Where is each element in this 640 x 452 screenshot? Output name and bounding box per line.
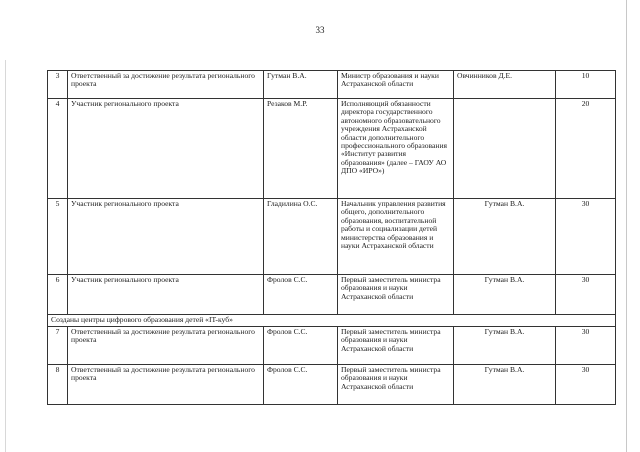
percent-cell: 10 xyxy=(556,71,616,99)
row-number: 3 xyxy=(48,71,68,99)
row-number: 4 xyxy=(48,99,68,199)
table-row xyxy=(48,275,616,315)
position-cell: Исполняющий обязанности директора государственного автономного образовательного учреждения Астраханской области дополнительного профессионального образования «Институт развития образования» (далее – ГАОУ АО ДПО «ИРО») xyxy=(338,99,454,199)
position-cell: Первый заместитель министра образования и науки Астраханской области xyxy=(338,327,454,365)
position-cell: Первый заместитель министра образования и науки Астраханской области xyxy=(338,275,454,315)
role-cell: Ответственный за достижение результата регионального проекта xyxy=(68,71,264,99)
scan-edge-left xyxy=(5,60,6,452)
supervisor-cell: Гутман В.А. xyxy=(454,275,556,315)
percent-cell: 30 xyxy=(556,275,616,315)
row-number: 6 xyxy=(48,275,68,315)
scan-edge-right xyxy=(626,0,627,452)
page-number: 33 xyxy=(315,25,325,35)
row-number: 7 xyxy=(48,327,68,365)
row-number: 8 xyxy=(48,365,68,405)
name-cell: Фролов С.С. xyxy=(264,327,338,365)
role-cell: Участник регионального проекта xyxy=(68,275,264,315)
supervisor-cell xyxy=(454,99,556,199)
position-cell: Начальник управления развития общего, дополнительного образования, воспитательной работы и социализации детей министерства образования и науки Астраханской области xyxy=(338,199,454,275)
supervisor-cell: Гутман В.А. xyxy=(454,365,556,405)
position-cell: Первый заместитель министра образования и науки Астраханской области xyxy=(338,365,454,405)
participants-table xyxy=(47,70,616,405)
section-row xyxy=(48,315,616,327)
role-cell: Участник регионального проекта xyxy=(68,199,264,275)
table-row xyxy=(48,71,616,99)
percent-cell: 30 xyxy=(556,327,616,365)
role-cell: Ответственный за достижение результата регионального проекта xyxy=(68,365,264,405)
role-cell: Участник регионального проекта xyxy=(68,99,264,199)
name-cell: Гладилина О.С. xyxy=(264,199,338,275)
table-row xyxy=(48,327,616,365)
percent-cell: 20 xyxy=(556,99,616,199)
row-number: 5 xyxy=(48,199,68,275)
table-body xyxy=(48,71,616,405)
table-row xyxy=(48,99,616,199)
supervisor-cell: Гутман В.А. xyxy=(454,327,556,365)
name-cell: Фролов С.С. xyxy=(264,275,338,315)
role-cell: Ответственный за достижение результата регионального проекта xyxy=(68,327,264,365)
name-cell: Резаков М.Р. xyxy=(264,99,338,199)
table-row xyxy=(48,365,616,405)
name-cell: Фролов С.С. xyxy=(264,365,338,405)
supervisor-cell: Гутман В.А. xyxy=(454,199,556,275)
supervisor-cell: Овчинников Д.Е. xyxy=(454,71,556,99)
section-title: Созданы центры цифрового образования детей «IT-куб» xyxy=(48,315,616,327)
name-cell: Гутман В.А. xyxy=(264,71,338,99)
percent-cell: 30 xyxy=(556,365,616,405)
table-row xyxy=(48,199,616,275)
percent-cell: 30 xyxy=(556,199,616,275)
position-cell: Министр образования и науки Астраханской области xyxy=(338,71,454,99)
